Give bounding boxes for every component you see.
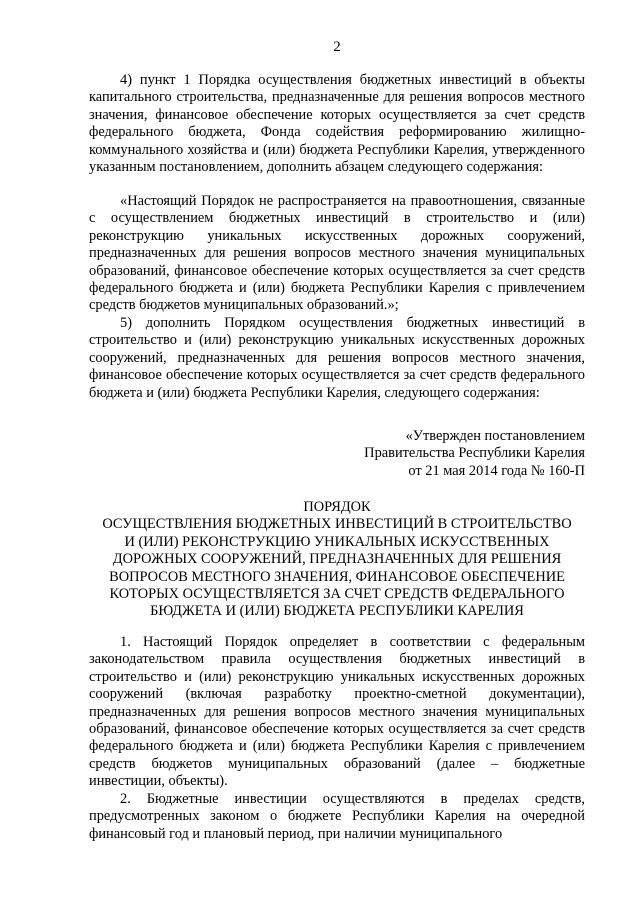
order-clause-1: 1. Настоящий Порядок определяет в соответствии с федеральным законодательством правила осуществления бюджетных инвестиций в строительство и (или) реконструкцию уникальных искусственных дорожных сооружений (включая разработку проектно-сметной документации), предназначенных для решения вопросов местного значения муниципальных образований, финансовое обеспечение которых осуществляется за счет средств федерального бюджета и (или) бюджета Республики Карелия с привлечением средств бюджетов муниципальных образований (далее – бюджетные инвестиции, объекты). — [89, 634, 585, 790]
title-line: БЮДЖЕТА И (ИЛИ) БЮДЖЕТА РЕСПУБЛИКИ КАРЕЛИЯ — [150, 603, 524, 620]
title-line: И (ИЛИ) РЕКОНСТРУКЦИЮ УНИКАЛЬНЫХ ИСКУССТВЕННЫХ — [124, 533, 550, 550]
amendment-item-5: 5) дополнить Порядком осуществления бюджетных инвестиций в строительство и (или) реконструкцию уникальных искусственных дорожных сооружений, предназначенных для решения вопросов местного значения, финансовое обеспечение которых осуществляется за счет средств федерального бюджета и (или) бюджета Республики Карелия, следующего содержания: — [89, 315, 585, 401]
title-line: КОТОРЫХ ОСУЩЕСТВЛЯЕТСЯ ЗА СЧЕТ СРЕДСТВ ФЕДЕРАЛЬНОГО — [109, 586, 565, 603]
approval-line: Правительства Республики Карелия — [364, 445, 585, 462]
amendment-item-4: 4) пункт 1 Порядка осуществления бюджетных инвестиций в объекты капитального строительства, предназначенные для решения вопросов местного значения, финансовое обеспечение которых осуществляется за счет средств федерального бюджета, Фонда содействия реформированию жилищно-коммунального хозяйства и (или) бюджета Республики Карелия, утвержденного указанным постановлением, дополнить абзацем следующего содержания: — [89, 72, 585, 176]
approval-line: «Утвержден постановлением — [405, 428, 585, 444]
title-line: ВОПРОСОВ МЕСТНОГО ЗНАЧЕНИЯ, ФИНАНСОВОЕ ОБЕСПЕЧЕНИЕ — [109, 568, 565, 585]
order-title — [89, 499, 585, 621]
approval-stamp — [89, 428, 585, 480]
title-line: ОСУЩЕСТВЛЕНИЯ БЮДЖЕТНЫХ ИНВЕСТИЦИЙ В СТРОИТЕЛЬСТВО — [102, 516, 572, 533]
quoted-paragraph: «Настоящий Порядок не распространяется на правоотношения, связанные с осуществлением бюджетных инвестиций в строительство и (или) реконструкцию уникальных искусственных дорожных сооружений, предназначенных для решения вопросов местного значения муниципальных образований, финансовое обеспечение которых осуществляется за счет средств федерального бюджета и (или) бюджета Республики Карелия с привлечением средств бюджетов муниципальных образований.»; — [89, 193, 585, 314]
title-line: ПОРЯДОК — [303, 499, 371, 515]
title-line: ДОРОЖНЫХ СООРУЖЕНИЙ, ПРЕДНАЗНАЧЕННЫХ ДЛЯ РЕШЕНИЯ — [112, 551, 562, 568]
page-number: 2 — [333, 39, 341, 55]
approval-line: от 21 мая 2014 года № 160-П — [408, 462, 585, 479]
order-clause-2: 2. Бюджетные инвестиции осуществляются в пределах средств, предусмотренных законом о бюджете Республики Карелия на очередной финансовый год и плановый период, при наличии муниципального — [89, 791, 585, 842]
